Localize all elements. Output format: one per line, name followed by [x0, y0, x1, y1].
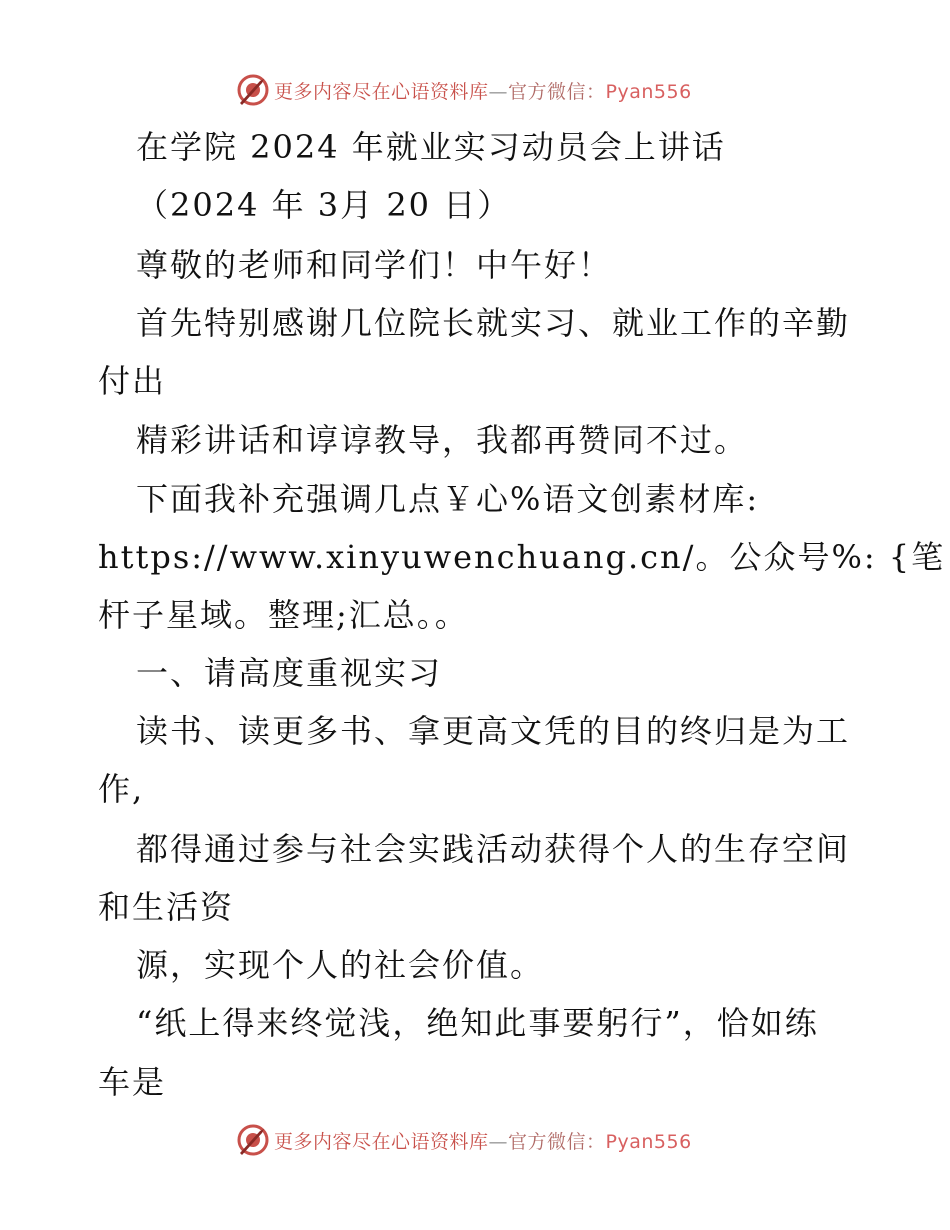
- document-title: 在学院 2024 年就业实习动员会上讲话: [136, 128, 726, 166]
- banner-text: [274, 1127, 692, 1154]
- paragraph-line: 精彩讲话和谆谆教导，我都再赞同不过。: [136, 421, 749, 459]
- paragraph-line: 首先特别感谢几位院长就实习、就业工作的辛勤: [136, 304, 851, 342]
- banner-wechat-id: Pyan556: [605, 1130, 692, 1153]
- banner-wechat-label: 官方微信：: [508, 80, 606, 103]
- document-date: （2024 年 3月 20 日）: [136, 186, 512, 224]
- quill-circle-logo-icon: [236, 73, 270, 107]
- paragraph-line: 都得通过参与社会实践活动获得个人的生存空间: [136, 830, 851, 868]
- banner-text: [274, 77, 692, 104]
- banner-site-text: 更多内容尽在心语资料库: [274, 1130, 489, 1153]
- paragraph-line: 读书、读更多书、拿更高文凭的目的终归是为工: [136, 712, 851, 750]
- paragraph-line: 源，实现个人的社会价值。: [136, 946, 545, 984]
- header-banner: [236, 70, 716, 110]
- paragraph-line: 尊敬的老师和同学们！中午好！: [136, 246, 613, 284]
- paragraph-line: 杆子星域。整理;汇总。。: [98, 596, 469, 634]
- banner-site-text: 更多内容尽在心语资料库: [274, 80, 489, 103]
- paragraph-line: https://www.xinyuwenchuang.cn/。公众号%: {笔: [98, 538, 946, 576]
- banner-wechat-label: 官方微信：: [508, 1130, 606, 1153]
- paragraph-line: 下面我补充强调几点￥心%语文创素材库:: [136, 480, 760, 518]
- paragraph-line: 作,: [98, 770, 145, 808]
- quill-circle-logo-icon: [236, 1123, 270, 1157]
- banner-separator: —: [488, 1130, 509, 1153]
- paragraph-line: 付出: [98, 362, 167, 400]
- paragraph-line: “纸上得来终觉浅，绝知此事要躬行”，恰如练: [136, 1004, 819, 1042]
- section-heading: 一、请高度重视实习: [136, 654, 443, 692]
- banner-wechat-id: Pyan556: [605, 80, 692, 103]
- paragraph-line: 车是: [98, 1063, 167, 1101]
- footer-banner: [236, 1120, 716, 1160]
- paragraph-line: 和生活资: [98, 888, 235, 926]
- banner-separator: —: [488, 80, 509, 103]
